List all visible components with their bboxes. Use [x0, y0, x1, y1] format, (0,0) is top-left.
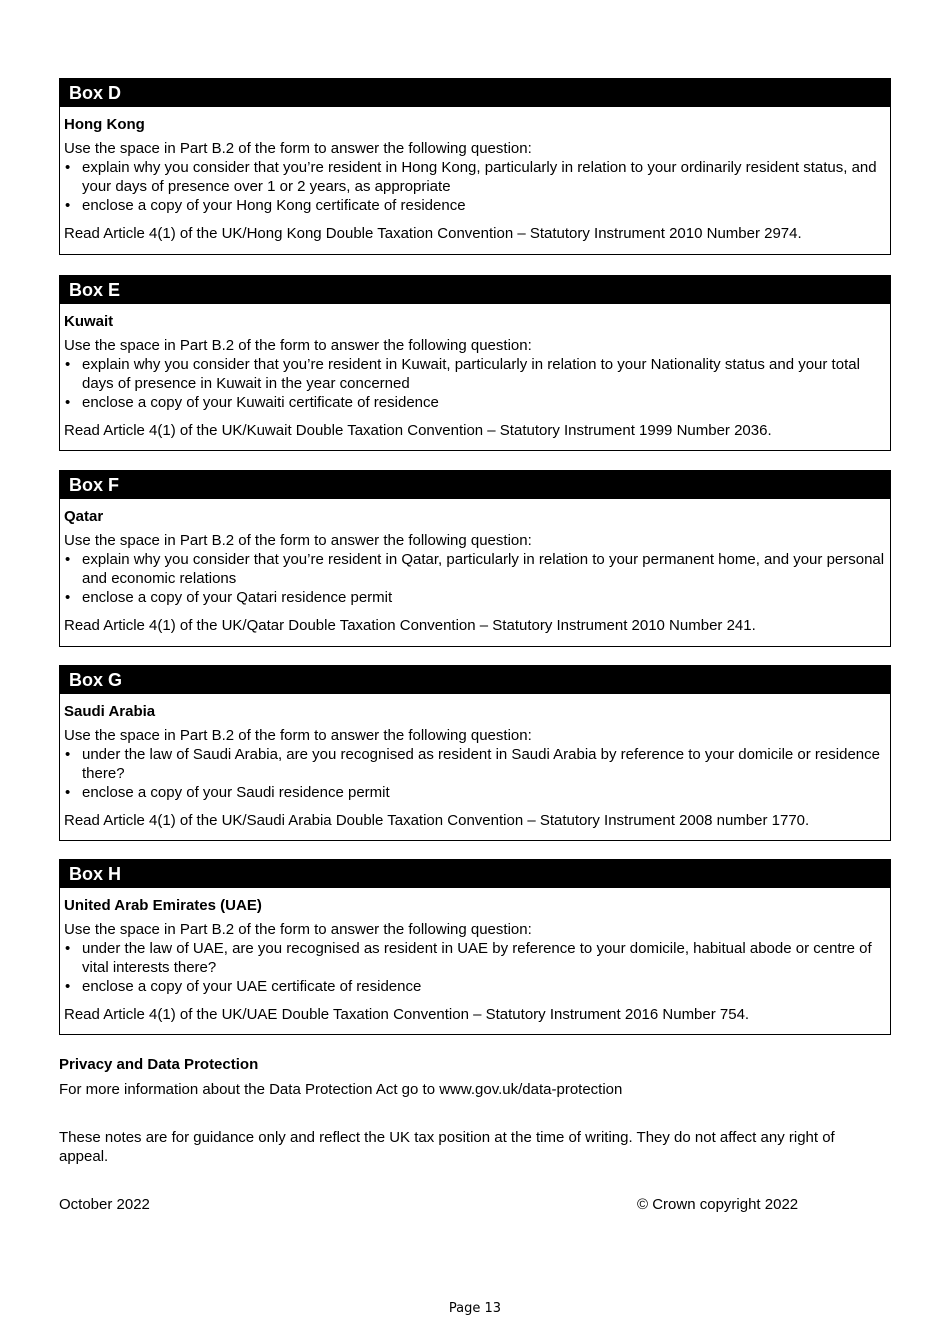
box-d — [59, 78, 891, 255]
box-header: Box H — [60, 860, 890, 888]
box-body — [60, 304, 890, 440]
bullet-list — [64, 550, 886, 607]
box-reference: Read Article 4(1) of the UK/UAE Double Taxation Convention – Statutory Instrument 2016 Number 754. — [64, 1006, 750, 1023]
box-intro: Use the space in Part B.2 of the form to answer the following question: — [64, 921, 532, 938]
bullet-item: • enclose a copy of your Saudi residence permit — [64, 783, 886, 802]
bullet-list — [64, 745, 886, 802]
footer-date: October 2022 — [59, 1196, 150, 1213]
box-reference: Read Article 4(1) of the UK/Hong Kong Double Taxation Convention – Statutory Instrument 2010 Number 2974. — [64, 225, 802, 242]
bullet-item: • enclose a copy of your Hong Kong certificate of residence — [64, 196, 886, 215]
box-reference: Read Article 4(1) of the UK/Saudi Arabia Double Taxation Convention – Statutory Instrument 2008 number 1770. — [64, 812, 810, 829]
box-intro: Use the space in Part B.2 of the form to answer the following question: — [64, 727, 532, 744]
box-intro: Use the space in Part B.2 of the form to answer the following question: — [64, 337, 532, 354]
box-e — [59, 275, 891, 451]
bullet-list — [64, 939, 886, 996]
bullet-list — [64, 355, 886, 412]
box-f — [59, 470, 891, 647]
box-country-title: Kuwait — [64, 313, 114, 330]
box-body — [60, 694, 890, 830]
bullet-item: • enclose a copy of your UAE certificate of residence — [64, 977, 886, 996]
bullet-item: • explain why you consider that you’re resident in Hong Kong, particularly in relation to your ordinarily resident status, and your days of presence over 1 or 2 years, as appropriate — [64, 158, 886, 196]
bullet-item: • explain why you consider that you’re resident in Qatar, particularly in relation to your permanent home, and your personal and economic relations — [64, 550, 886, 588]
privacy-title: Privacy and Data Protection — [59, 1056, 259, 1073]
box-reference: Read Article 4(1) of the UK/Qatar Double Taxation Convention – Statutory Instrument 2010 Number 241. — [64, 617, 756, 634]
box-header: Box G — [60, 666, 890, 694]
page-number: Page 13 — [448, 1301, 502, 1316]
box-country-title: Qatar — [64, 508, 104, 525]
box-header: Box D — [60, 79, 890, 107]
bullet-item: • enclose a copy of your Kuwaiti certificate of residence — [64, 393, 886, 412]
bullet-item: • explain why you consider that you’re resident in Kuwait, particularly in relation to your Nationality status and your total days of presence in Kuwait in the year concerned — [64, 355, 886, 393]
box-country-title: United Arab Emirates (UAE) — [64, 897, 262, 914]
privacy-text: For more information about the Data Protection Act go to www.gov.uk/data-protection — [59, 1081, 623, 1098]
box-header: Box F — [60, 471, 890, 499]
box-country-title: Hong Kong — [64, 116, 145, 133]
box-country-title: Saudi Arabia — [64, 703, 156, 720]
footer-copyright: © Crown copyright 2022 — [637, 1196, 799, 1213]
box-body — [60, 107, 890, 243]
box-reference: Read Article 4(1) of the UK/Kuwait Double Taxation Convention – Statutory Instrument 1999 Number 2036. — [64, 422, 772, 439]
bullet-item: • enclose a copy of your Qatari residence permit — [64, 588, 886, 607]
bullet-list — [64, 158, 886, 215]
bullet-item: • under the law of Saudi Arabia, are you recognised as resident in Saudi Arabia by reference to your domicile or residence there? — [64, 745, 886, 783]
guidance-note: These notes are for guidance only and reflect the UK tax position at the time of writing. They do not affect any right of appeal. — [59, 1129, 835, 1165]
box-g — [59, 665, 891, 841]
bullet-item: • under the law of UAE, are you recognised as resident in UAE by reference to your domicile, habitual abode or centre of vital interests there? — [64, 939, 886, 977]
box-intro: Use the space in Part B.2 of the form to answer the following question: — [64, 140, 532, 157]
box-h — [59, 859, 891, 1035]
box-body — [60, 888, 890, 1024]
box-header: Box E — [60, 276, 890, 304]
box-intro: Use the space in Part B.2 of the form to answer the following question: — [64, 532, 532, 549]
box-body — [60, 499, 890, 635]
